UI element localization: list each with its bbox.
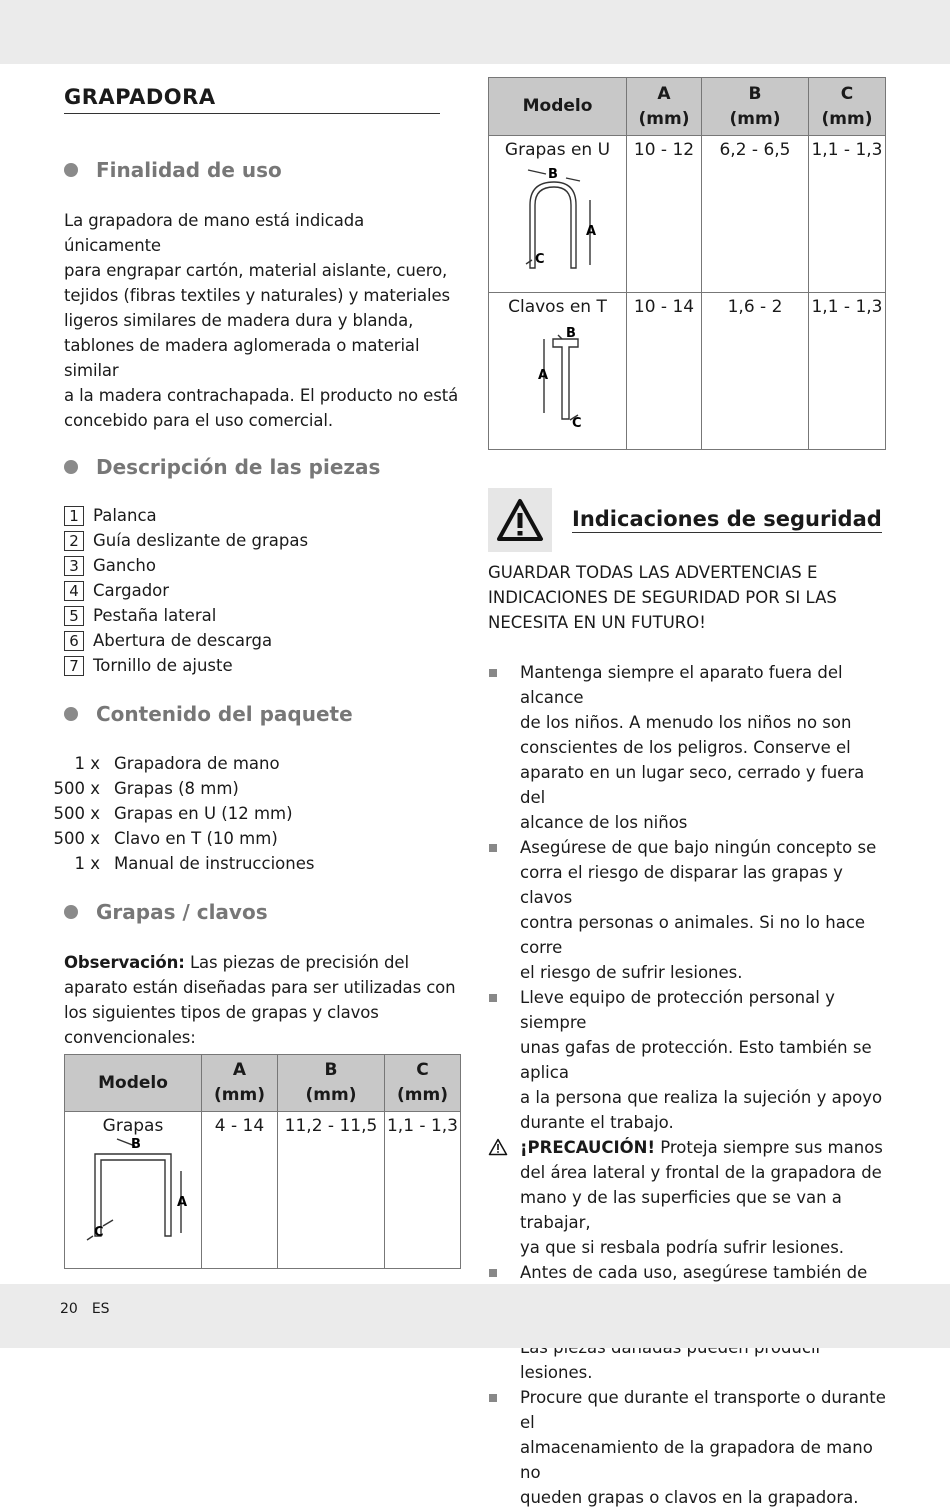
diagram-label-a: A	[177, 1195, 188, 1210]
package-list	[50, 751, 464, 876]
text-line: ligeros similares de madera dura y blanda,	[64, 311, 414, 330]
value-a: 10 - 14	[627, 293, 702, 450]
table-row	[489, 136, 886, 293]
item-label: Grapas en U (12 mm)	[114, 804, 293, 823]
text-line: concebido para el uso comercial.	[64, 411, 334, 430]
safety-caps-notice	[488, 560, 886, 635]
text-line: Procure que durante el transporte o durante el	[520, 1388, 886, 1432]
t-nail-diagram-icon	[498, 317, 618, 432]
staple-diagram-icon	[73, 1136, 193, 1246]
table-header-row	[489, 78, 886, 136]
section-title: Descripción de las piezas	[96, 455, 381, 479]
square-bullet-icon	[489, 1269, 497, 1277]
item-label: Grapas (8 mm)	[114, 779, 239, 798]
safety-title: Indicaciones de seguridad	[572, 507, 882, 531]
safety-header	[488, 488, 886, 552]
diagram-label-a: A	[537, 368, 548, 383]
model-cell	[489, 136, 627, 293]
header-c: C (mm)	[809, 78, 886, 136]
text-line: a la persona que realiza la sujeción y apoyo	[520, 1088, 883, 1107]
value-c: 1,1 - 1,3	[385, 1112, 461, 1269]
list-item	[488, 660, 886, 835]
intended-use-text	[64, 208, 464, 433]
caution-triangle-icon	[488, 1138, 508, 1156]
part-number-box: 7	[64, 656, 84, 676]
part-number-box: 2	[64, 531, 84, 551]
text-line: Lleve equipo de protección personal y siempre	[520, 988, 835, 1032]
part-label: Tornillo de ajuste	[93, 656, 233, 675]
text-line: tejidos (fibras textiles y naturales) y materiales	[64, 286, 451, 305]
bottom-band	[0, 1284, 950, 1348]
model-name: Grapas en U	[504, 140, 611, 160]
u-staple-diagram-icon	[498, 160, 618, 275]
section-title: Grapas / clavos	[96, 900, 268, 924]
part-number-box: 6	[64, 631, 84, 651]
value-a: 10 - 12	[627, 136, 702, 293]
table-row	[65, 1112, 461, 1269]
quantity: 500 x	[53, 779, 100, 798]
part-number-box: 4	[64, 581, 84, 601]
list-item	[64, 603, 464, 628]
warning-triangle-icon	[488, 488, 552, 552]
text-line: queden grapas o clavos en la grapadora.	[520, 1488, 859, 1507]
text-line: a la madera contrachapada. El producto no está	[64, 386, 459, 405]
text-line: Antes de cada uso, asegúrese también de	[520, 1263, 868, 1282]
list-item	[50, 826, 464, 851]
model-cell	[65, 1112, 202, 1269]
text-line: aparato en un lugar seco, cerrado y fuera del	[520, 763, 865, 807]
language-code: ES	[91, 1301, 110, 1317]
list-item	[64, 578, 464, 603]
value-c: 1,1 - 1,3	[809, 293, 886, 450]
section-title: Contenido del paquete	[96, 702, 353, 726]
quantity: 1 x	[74, 854, 100, 873]
header-c: C (mm)	[385, 1055, 461, 1112]
text-line: mano y de las superficies que se van a trabajar,	[520, 1188, 842, 1232]
model-cell	[489, 293, 627, 450]
left-column	[53, 82, 464, 1269]
text-line: La grapadora de mano está indicada únicamente	[64, 211, 365, 255]
bullet-dot-icon	[64, 460, 78, 474]
list-item	[488, 1385, 886, 1510]
quantity: 500 x	[53, 804, 100, 823]
bullet-dot-icon	[64, 905, 78, 919]
diagram-label-c: C	[94, 1225, 104, 1240]
page-number: 20	[60, 1301, 78, 1317]
text-line: corra el riesgo de disparar las grapas y clavos	[520, 863, 843, 907]
part-label: Guía deslizante de grapas	[93, 531, 309, 550]
list-item	[64, 628, 464, 653]
safety-bullets	[488, 660, 886, 1510]
text-line: ya que si resbala podría sufrir lesiones.	[520, 1238, 845, 1257]
value-b: 11,2 - 11,5	[278, 1112, 385, 1269]
text-line: alcance de los niños	[520, 813, 688, 832]
diagram-label-a: A	[585, 224, 596, 239]
text-line: el riesgo de sufrir lesiones.	[520, 963, 743, 982]
item-label: Manual de instrucciones	[114, 854, 315, 873]
header-b: B (mm)	[702, 78, 809, 136]
text-line: ¡PRECAUCIÓN! Proteja siempre sus manos	[520, 1138, 883, 1157]
parts-list	[64, 503, 464, 678]
list-item	[488, 1135, 886, 1260]
header-a: A (mm)	[202, 1055, 278, 1112]
value-b: 1,6 - 2	[702, 293, 809, 450]
section-title: Finalidad de uso	[96, 158, 282, 182]
item-label: Clavo en T (10 mm)	[114, 829, 278, 848]
square-bullet-icon	[489, 844, 497, 852]
section-heading-staples	[64, 900, 464, 924]
text-line: para engrapar cartón, material aislante, cuero,	[64, 261, 448, 280]
table-row	[489, 293, 886, 450]
text-line: convencionales:	[64, 1028, 196, 1047]
page-title: GRAPADORA	[64, 85, 440, 114]
list-item	[50, 751, 464, 776]
page-footer	[60, 1301, 124, 1317]
model-name: Grapas	[102, 1116, 164, 1136]
list-item	[488, 985, 886, 1135]
diagram-label-b: B	[565, 326, 576, 341]
quantity: 1 x	[74, 754, 100, 773]
caution-label: ¡PRECAUCIÓN!	[520, 1138, 655, 1157]
part-label: Palanca	[93, 506, 157, 525]
text-line: del área lateral y frontal de la grapadora de	[520, 1163, 882, 1182]
list-item	[50, 851, 464, 876]
text-line: los siguientes tipos de grapas y clavos	[64, 1003, 379, 1022]
value-b: 6,2 - 6,5	[702, 136, 809, 293]
staples-table	[64, 1054, 461, 1269]
diagram-label-b: B	[131, 1137, 141, 1152]
bullet-dot-icon	[64, 707, 78, 721]
part-label: Pestaña lateral	[93, 606, 217, 625]
text-line: INDICACIONES DE SEGURIDAD POR SI LAS	[488, 588, 837, 607]
note-label: Observación:	[64, 953, 185, 972]
part-label: Abertura de descarga	[93, 631, 273, 650]
section-heading-parts	[64, 455, 464, 479]
header-model: Modelo	[65, 1055, 202, 1112]
table-header-row	[65, 1055, 461, 1112]
item-label: Grapadora de mano	[114, 754, 280, 773]
staples-note	[64, 950, 464, 1050]
square-bullet-icon	[489, 994, 497, 1002]
list-item	[488, 835, 886, 985]
square-bullet-icon	[489, 669, 497, 677]
list-item	[64, 553, 464, 578]
text-line: almacenamiento de la grapadora de mano no	[520, 1438, 873, 1482]
text-line: NECESITA EN UN FUTURO!	[488, 613, 706, 632]
square-bullet-icon	[489, 1394, 497, 1402]
text-line: durante el trabajo.	[520, 1113, 674, 1132]
text-line: unas gafas de protección. Esto también se aplica	[520, 1038, 872, 1082]
value-c: 1,1 - 1,3	[809, 136, 886, 293]
diagram-label-b: B	[547, 167, 558, 182]
header-a: A (mm)	[627, 78, 702, 136]
list-item	[64, 653, 464, 678]
diagram-label-c: C	[571, 416, 582, 431]
text-line: tablones de madera aglomerada o material similar	[64, 336, 420, 380]
list-item	[50, 801, 464, 826]
value-a: 4 - 14	[202, 1112, 278, 1269]
model-name: Clavos en T	[508, 297, 607, 317]
header-b: B (mm)	[278, 1055, 385, 1112]
text-line: de los niños. A menudo los niños no son	[520, 713, 852, 732]
text-line: aparato están diseñadas para ser utilizadas con	[64, 978, 456, 997]
diagram-label-c: C	[534, 252, 545, 267]
top-band	[0, 0, 950, 64]
section-heading-package	[64, 702, 464, 726]
text-line: conscientes de los peligros. Conserve el	[520, 738, 851, 757]
text-line: Mantenga siempre el aparato fuera del alcance	[520, 663, 843, 707]
text-line: GUARDAR TODAS LAS ADVERTENCIAS E	[488, 563, 818, 582]
part-label: Cargador	[93, 581, 170, 600]
bullet-dot-icon	[64, 163, 78, 177]
text-line: Asegúrese de que bajo ningún concepto se	[520, 838, 877, 857]
nails-table	[488, 77, 886, 450]
part-number-box: 3	[64, 556, 84, 576]
header-model: Modelo	[489, 78, 627, 136]
list-item	[50, 776, 464, 801]
text-line: lesiones.	[520, 1363, 593, 1382]
list-item	[64, 503, 464, 528]
text-line: Las piezas de precisión del	[184, 953, 409, 972]
quantity: 500 x	[53, 829, 100, 848]
section-heading-intended-use	[64, 158, 464, 182]
list-item	[64, 528, 464, 553]
part-number-box: 5	[64, 606, 84, 626]
part-label: Gancho	[93, 556, 156, 575]
text-line: contra personas o animales. Si no lo hace corre	[520, 913, 866, 957]
part-number-box: 1	[64, 506, 84, 526]
